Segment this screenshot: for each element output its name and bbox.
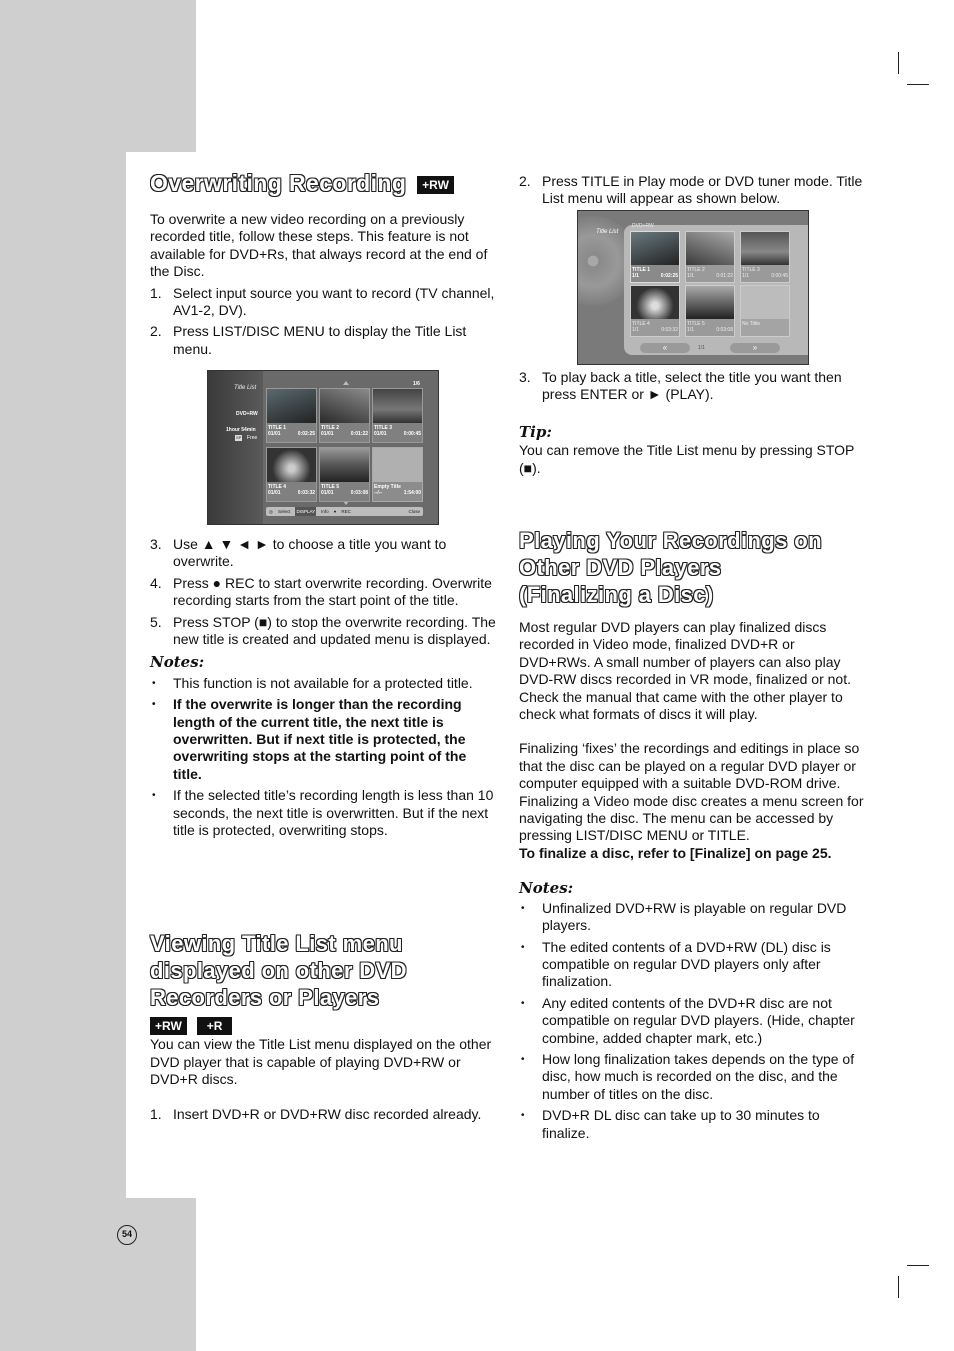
screen-sidebar-title: Title List [234,385,257,391]
notes-title: Notes: [519,879,574,898]
bullet: • [521,1053,525,1065]
crop-mark [898,1276,899,1298]
thumb-title: TITLE 3 [742,267,760,273]
thumb-title-4[interactable] [630,285,680,337]
screen-page: 1/6 [413,381,420,387]
thumb-image [741,232,789,265]
thumb-title-4[interactable] [266,447,317,502]
section-title-line: Playing Your Recordings on [519,528,822,553]
step-number: 3. [519,369,531,385]
note-text: Any edited contents of the DVD+R disc are not compatible on regular DVD players. (Hide, chapter combine, added chapter mark, etc.) [542,994,855,1046]
footer-rec: REC [341,509,351,514]
scroll-up-icon [343,381,349,385]
intro-paragraph: You can view the Title List menu displayed on the other DVD player that is capable of playing DVD+RW or DVD+R discs. [150,1036,492,1088]
thumb-time: 1:54:00 [403,490,421,496]
step-text: Press LIST/DISC MENU to display the Title List menu. [173,323,467,357]
paragraph: Finalizing a Video mode disc creates a menu screen for navigating the disc. The menu can be accessed by pressing LIST/DISC MENU or TITLE. [519,792,864,844]
thumb-title-2[interactable] [319,388,370,443]
section-title-line: displayed on other DVD [150,958,407,983]
thumb-title-5[interactable] [685,285,735,337]
note-text: This function is not available for a protected title. [173,674,473,691]
thumb-time: 0:01:22 [350,431,368,437]
step-3-and-tip [519,369,867,477]
thumb-title: Empty Title [374,484,401,490]
crop-mark [898,52,899,74]
thumb-date: 01/01 [268,431,281,437]
bullet: • [521,997,525,1009]
disc-badge-rw: +RW [150,1017,187,1035]
step-text: Press TITLE in Play mode or DVD tuner mode. Title List menu will appear as shown below. [542,173,863,207]
bullet: • [152,699,156,711]
footer-select: Select [277,509,291,514]
thumb-time: 0:03:32 [297,490,315,496]
thumb-image [631,232,679,265]
thumb-title-1[interactable] [266,388,317,443]
tip-text: You can remove the Title List menu by pressing STOP (■). [519,442,855,476]
step-number: 2. [519,173,531,189]
section-finalizing [519,527,869,1142]
margin-band-left [0,152,126,1198]
step-text: Insert DVD+R or DVD+RW disc recorded already. [173,1105,482,1122]
note-text: If the selected title’s recording length is less than 10 seconds, the next title is overwritten. But if the next title is protected, overwriting stops. [173,787,494,839]
refer-key: Finalize [694,844,746,861]
thumb-image [686,286,734,319]
thumb-time: 0:03:32 [661,327,678,333]
thumb-time: 0:03:08 [350,490,368,496]
note-item [150,675,496,692]
screen-footer [266,507,423,516]
note-text: Unfinalized DVD+RW is playable on regular DVD players. [542,899,847,934]
note-text: DVD+R DL disc can take up to 30 minutes to finalize. [542,1107,820,1141]
thumb-time: 0:02:25 [297,431,315,437]
crop-mark [907,1265,929,1266]
section-title-line: Viewing Title List menu [150,931,403,956]
thumb-empty-title[interactable] [372,447,423,502]
screen-remaining: 1hour 54min [226,427,256,433]
step-text: Press STOP (■) to stop the overwrite recording. The new title is created and updated menu is displayed. [173,613,496,648]
step-item [150,614,496,649]
thumb-image [320,448,369,482]
step-number: 2. [150,323,162,340]
refer-text: To finalize a disc, refer to [ [519,844,695,861]
thumb-time: 0:00:45 [403,431,421,437]
thumb-image [267,448,316,482]
thumb-date: --/-- [374,490,383,496]
screen-sidebar [208,371,263,525]
notes-title: Notes: [150,653,205,672]
prev-page-button[interactable] [640,343,690,353]
step-text: Press ● REC to start overwrite recording. Overwrite recording starts from the start point of the title. [173,574,492,609]
note-text: If the overwrite is longer than the recording length of the current title, the next title is overwritten. But if next title is protected, the overwriting stops at the starting point of the title. [173,696,467,782]
screen-mode: SP [236,435,242,440]
thumb-title: TITLE 1 [268,425,287,431]
note-item [519,939,869,991]
paragraph: Most regular DVD players can play finalized discs recorded in Video mode, finalized DVD+R or DVD+RWs. A small number of players can also play DVD-RW discs recorded in VR mode, finalized or not. Check the manual that came with the other player to check what formats of discs it will play. [519,619,851,723]
screen-free: Free [247,435,258,441]
step-item [150,575,496,610]
section-overwriting [150,170,496,358]
thumb-title: TITLE 1 [632,267,651,273]
disc-badge-r: +R [197,1017,233,1035]
step-item [150,323,496,358]
section-title [519,527,869,608]
thumb-time: 0:03:08 [716,327,733,333]
thumb-image [631,286,679,319]
thumb-title: TITLE 4 [268,484,287,490]
page-number: 54 [117,1225,137,1245]
thumb-date: 1/1 [742,273,749,279]
thumb-date: 01/01 [268,490,281,496]
bullet: • [521,902,525,914]
step-item [150,536,496,571]
rec-icon: ● [333,509,337,514]
note-text: How long finalization takes depends on the type of disc, how much is recorded on the disc, and the number of titles on the disc. [542,1050,855,1102]
prev-page-icon: « [662,343,668,352]
step-item [150,1106,496,1123]
step-number: 5. [150,613,162,630]
step-text: Select input source you want to record (TV channel, AV1-2, DV). [173,284,495,319]
thumb-title: No Titile [742,321,761,327]
section-title-line: Recorders or Players [150,985,380,1010]
title-list-screenshot [207,370,439,525]
footer-info: Info [321,509,329,514]
thumb-image [373,389,422,423]
step-item [519,369,867,404]
thumb-title: TITLE 3 [374,425,393,431]
step-item [519,173,867,208]
note-item [519,900,869,935]
refer-line [519,845,869,862]
thumb-time: 0:02:25 [660,273,678,279]
next-page-button[interactable] [730,343,780,353]
thumb-date: 1/1 [687,273,694,279]
section-title [150,930,496,1011]
margin-band-top [0,0,196,152]
thumb-title: TITLE 5 [687,321,705,327]
step-number: 1. [150,284,162,301]
thumb-date: 1/1 [687,327,694,333]
thumb-title: TITLE 2 [321,425,340,431]
disc-badge-rw: +RW [417,176,454,194]
select-icon: ◎ [269,509,273,514]
viewing-steps-continued [519,173,867,208]
other-player-title-list-screenshot [577,210,809,365]
thumb-no-title[interactable] [740,285,790,337]
step-number: 4. [150,574,162,591]
step-number: 3. [150,536,162,552]
thumb-image [267,389,316,423]
refer-text: ] on page 25. [745,844,832,861]
thumb-time: 0:00:45 [771,273,788,279]
thumb-title: TITLE 4 [632,321,650,327]
paragraph: Finalizing ‘fixes’ the recordings and editings in place so that the disc can be played on a regular DVD player or computer equipped with a suitable DVD-ROM drive. [519,740,860,792]
thumb-date: 01/01 [321,490,334,496]
bullet: • [521,1110,525,1122]
thumb-date: 01/01 [374,431,387,437]
section-title-line: Other DVD Players [519,555,722,580]
note-item [519,1051,869,1103]
steps-continued [150,536,496,840]
bullet: • [152,677,156,689]
thumb-date: 1/1 [632,273,639,279]
step-number: 1. [150,1105,162,1122]
note-item [150,696,496,783]
margin-band-bottom [0,1198,196,1351]
note-text: The edited contents of a DVD+RW (DL) disc is compatible on regular DVD players only after finalization. [542,938,831,990]
screen-sidebar-title: Title List [596,229,619,235]
section-title-line: (Finalizing a Disc) [519,582,714,607]
thumb-date: 01/01 [321,431,334,437]
thumb-title-3[interactable] [740,231,790,283]
step-text: To play back a title, select the title you want then press ENTER or ► (PLAY). [542,369,842,403]
crop-mark [907,84,929,85]
disc-badges [150,1017,496,1036]
step-text: Use ▲ ▼ ◄ ► to choose a title you want to overwrite. [173,536,447,570]
section-viewing-title-list [150,930,496,1123]
thumb-title-5[interactable] [319,447,370,502]
footer-close: Close [408,509,420,514]
note-item [519,995,869,1047]
bullet: • [521,941,525,953]
thumb-image [686,232,734,265]
thumb-date: 1/1 [632,327,639,333]
thumb-title-3[interactable] [372,388,423,443]
screen-disc-label: DVD+RW [236,411,258,417]
step-item [150,285,496,320]
thumb-image [741,286,789,319]
thumb-image [373,448,422,482]
steps-list [150,285,496,359]
note-item [519,1107,869,1142]
footer-display: DISPLAY [296,509,316,514]
thumb-title-2[interactable] [685,231,735,283]
tip-title: Tip: [519,422,552,441]
screen-page: 1/1 [698,345,705,351]
thumb-image [320,389,369,423]
section-title [150,170,496,197]
section-title-text: Overwriting Recording [150,170,407,196]
next-page-icon: » [752,343,758,352]
bullet: • [152,790,156,802]
thumb-title-1[interactable] [630,231,680,283]
thumb-time: 0:01:22 [716,273,733,279]
intro-paragraph: To overwrite a new video recording on a previously recorded title, follow these steps. This feature is not available for DVD+Rs, that always record at the end of the Disc. [150,211,488,280]
thumb-title: TITLE 5 [321,484,340,490]
screen-disc-label: DVD+RW [632,223,654,229]
note-item [150,787,496,839]
thumb-title: TITLE 2 [687,267,705,273]
